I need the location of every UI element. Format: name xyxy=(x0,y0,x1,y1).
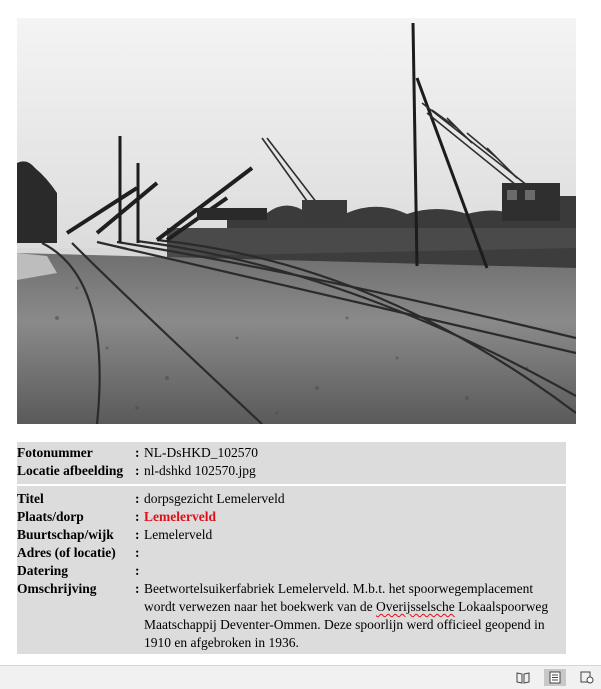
historic-photo xyxy=(17,18,576,424)
meta-key: Omschrijving xyxy=(17,581,97,596)
meta-colon: : xyxy=(135,581,140,596)
meta-colon: : xyxy=(135,491,140,506)
meta-value xyxy=(144,544,566,562)
meta-value: NL-DsHKD_102570 xyxy=(144,445,258,460)
meta-colon: : xyxy=(135,509,140,524)
meta-key: Titel xyxy=(17,491,44,506)
web-layout-icon[interactable] xyxy=(576,669,598,686)
meta-colon: : xyxy=(135,527,140,542)
metadata-group-details xyxy=(17,488,566,654)
meta-row-locatie xyxy=(17,462,566,480)
description-part-1: Beetwortelsuikerfabriek Lemelerveld. M.b.t. het spoorwegemplacement wordt verwezen naar het boekwerk van de xyxy=(144,581,534,614)
print-layout-icon[interactable] xyxy=(544,669,566,686)
metadata-group-file xyxy=(17,442,566,482)
meta-row-datering xyxy=(17,562,566,580)
meta-colon: : xyxy=(135,563,140,578)
meta-value: nl-dshkd 102570.jpg xyxy=(144,463,256,478)
separator xyxy=(17,484,566,486)
meta-key: Plaats/dorp xyxy=(17,509,84,524)
description-part-2: Lokaalspoorweg Maatschappij Deventer-Ommen. Deze spoorlijn werd officieel geopend in 1910 en afgebroken in 1936. xyxy=(144,599,549,650)
meta-key: Buurtschap/wijk xyxy=(17,527,114,542)
meta-value-description xyxy=(144,580,566,652)
meta-row-titel xyxy=(17,490,566,508)
meta-colon: : xyxy=(135,463,140,478)
meta-key: Adres (of locatie) xyxy=(17,545,116,560)
meta-row-fotonummer xyxy=(17,444,566,462)
meta-row-omschrijving xyxy=(17,580,566,652)
meta-key: Datering xyxy=(17,563,68,578)
meta-row-adres xyxy=(17,544,566,562)
meta-value: dorpsgezicht Lemelerveld xyxy=(144,491,285,506)
railway-yard-image xyxy=(17,18,576,424)
meta-key: Fotonummer xyxy=(17,445,93,460)
spellcheck-word[interactable]: Overijsselsche xyxy=(376,599,455,614)
meta-value: Lemelerveld xyxy=(144,527,213,542)
read-mode-icon[interactable] xyxy=(512,669,534,686)
meta-colon: : xyxy=(135,545,140,560)
meta-row-plaats xyxy=(17,508,566,526)
meta-key: Locatie afbeelding xyxy=(17,463,124,478)
metadata-panel xyxy=(17,442,566,654)
meta-row-buurtschap xyxy=(17,526,566,544)
meta-value xyxy=(144,562,566,580)
meta-colon: : xyxy=(135,445,140,460)
status-bar xyxy=(0,665,601,689)
meta-value-link[interactable]: Lemelerveld xyxy=(144,509,216,524)
